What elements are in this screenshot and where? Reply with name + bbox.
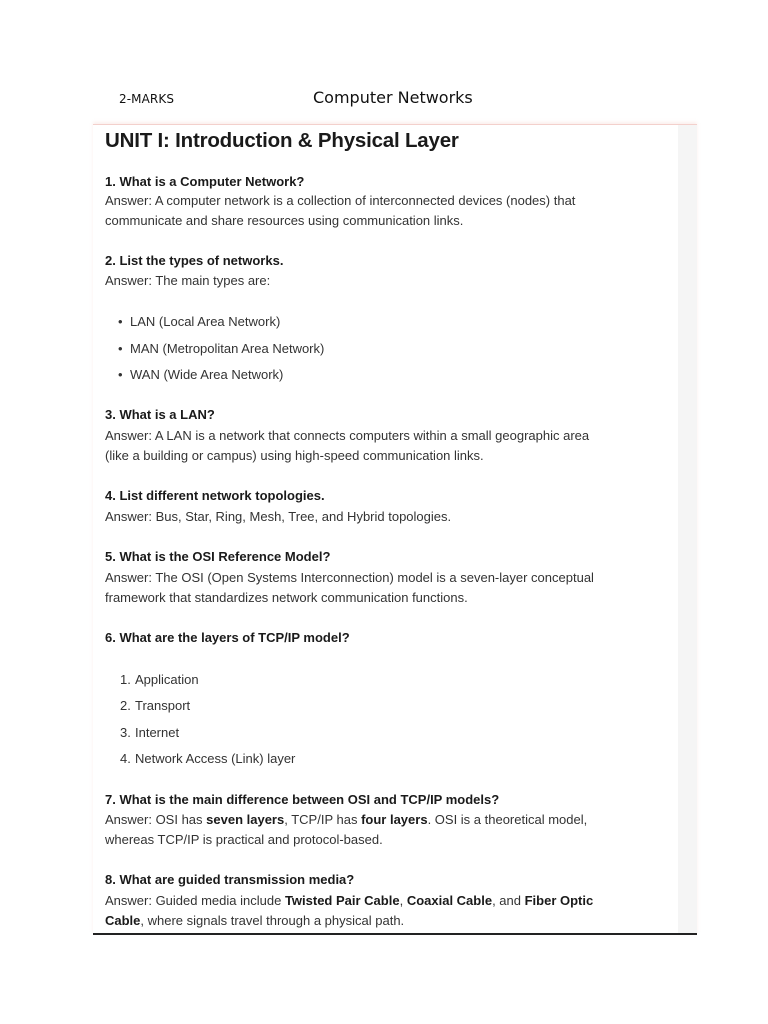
unit-title: UNIT I: Introduction & Physical Layer <box>105 129 459 152</box>
answer-1-line-1: Answer: A computer network is a collection of interconnected devices (nodes) that <box>105 193 576 208</box>
numbered-item: 1. Application <box>120 672 199 687</box>
header-marks-label: 2-MARKS <box>119 92 175 106</box>
answer-8-line-2: Cable, where signals travel through a physical path. <box>105 913 405 928</box>
answer-3-line-2: (like a building or campus) using high-speed communication links. <box>105 448 484 463</box>
list-item: • WAN (Wide Area Network) <box>118 367 284 382</box>
answer-7-line-1: Answer: OSI has seven layers, TCP/IP has four layers. OSI is a theoretical model, <box>105 812 588 827</box>
content-frame <box>93 124 697 935</box>
list-item: • LAN (Local Area Network) <box>118 314 281 329</box>
question-4: 4. List different network topologies. <box>105 488 325 503</box>
numbered-item: 3. Internet <box>120 725 180 740</box>
bullet-icon: • <box>118 314 123 329</box>
answer-4-line-1: Answer: Bus, Star, Ring, Mesh, Tree, and Hybrid topologies. <box>105 509 452 524</box>
question-6: 6. What are the layers of TCP/IP model? <box>105 630 350 645</box>
page-header <box>0 0 768 124</box>
question-8: 8. What are guided transmission media? <box>105 872 355 887</box>
answer-1-line-2: communicate and share resources using communication links. <box>105 213 464 228</box>
answer-5-line-2: framework that standardizes network communication functions. <box>105 590 468 605</box>
question-5: 5. What is the OSI Reference Model? <box>105 549 331 564</box>
question-7: 7. What is the main difference between OSI and TCP/IP models? <box>105 792 500 807</box>
bullet-icon: • <box>118 341 123 356</box>
numbered-item: 4. Network Access (Link) layer <box>120 751 296 766</box>
question-2: 2. List the types of networks. <box>105 253 284 268</box>
right-margin-strip <box>678 125 697 933</box>
bullet-icon: • <box>118 367 123 382</box>
answer-8-line-1: Answer: Guided media include Twisted Pair Cable, Coaxial Cable, and Fiber Optic <box>105 893 594 908</box>
answer-3-line-1: Answer: A LAN is a network that connects computers within a small geographic area <box>105 428 590 443</box>
numbered-item: 2. Transport <box>120 698 191 713</box>
answer-2-line-1: Answer: The main types are: <box>105 273 271 288</box>
answer-7-line-2: whereas TCP/IP is practical and protocol-based. <box>105 832 383 847</box>
header-title: Computer Networks <box>313 88 473 107</box>
list-item: • MAN (Metropolitan Area Network) <box>118 341 325 356</box>
answer-5-line-1: Answer: The OSI (Open Systems Interconnection) model is a seven-layer conceptual <box>105 570 594 585</box>
question-1: 1. What is a Computer Network? <box>105 174 305 189</box>
question-3: 3. What is a LAN? <box>105 407 215 422</box>
